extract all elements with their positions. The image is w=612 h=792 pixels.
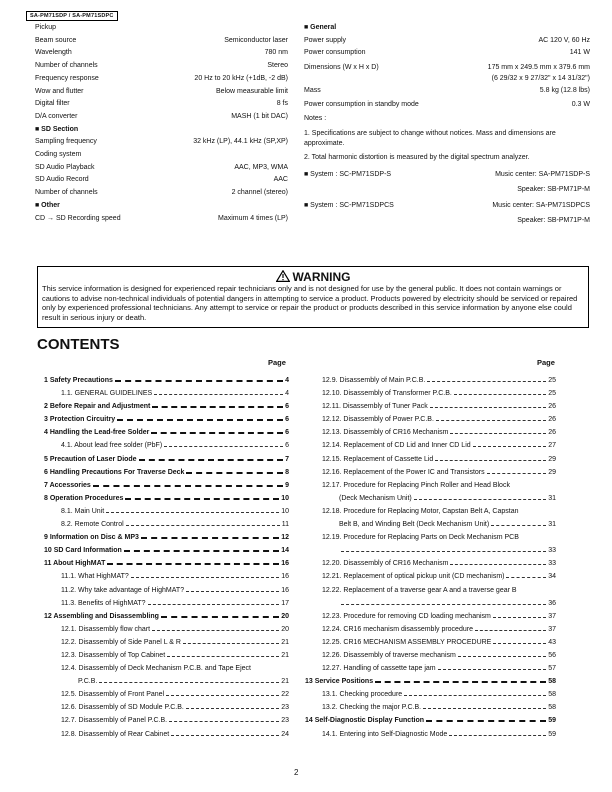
toc-entry-page: 16 <box>281 560 289 568</box>
toc-entry-title: 12.6. Disassembly of SD Module P.C.B. <box>61 704 184 712</box>
toc-entry-page: 22 <box>281 691 289 699</box>
spec-row: CD → SD Recording speed Maximum 4 times (LP) <box>35 214 288 222</box>
toc-entry[interactable] <box>305 675 556 688</box>
toc-entry[interactable] <box>305 505 556 518</box>
toc-entry-title: 12.4. Disassembly of Deck Mechanism P.C.B. and Tape Eject <box>61 665 251 673</box>
toc-leader <box>166 695 279 696</box>
toc-entry-title: 13.1. Checking procedure <box>322 691 403 699</box>
toc-leader <box>115 380 283 382</box>
toc-entry-title: 7 Accessories <box>44 481 91 489</box>
toc-entry-page: 21 <box>281 638 289 646</box>
toc-leader <box>454 394 546 395</box>
toc-entry-title: 12.10. Disassembly of Transformer P.C.B. <box>322 390 452 398</box>
toc-entry-title: 12.25. CR16 MECHANISM ASSEMBLY PROCEDURE <box>322 638 492 646</box>
warning-body: This service information is designed for experienced repair technicians only and is not designed for use by the general public. It does not contain warnings or cautions to advise non-technical individuals of potential dangers in attempting to service a product. Products powered by electricity should be serviced or repaired only by experienced professional technicians. Any attempt to service or repair the product or products described in this service information by anyone else could result in serious injury or death. <box>42 284 578 322</box>
toc-entry-title: 12 Assembling and Disassembling <box>44 612 159 620</box>
toc-entry[interactable] <box>44 387 289 400</box>
system-1-speaker: Speaker: SB-PM71P-M <box>517 186 590 194</box>
spec-dimensions: Dimensions (W x H x D) 175 mm x 249.5 mm x 379.6 mm <box>304 64 590 72</box>
toc-entry-title: 13 Service Positions <box>305 678 374 686</box>
toc-leader <box>414 499 546 500</box>
toc-entry-page: 16 <box>281 586 289 594</box>
toc-entry-page: 11 <box>281 521 289 529</box>
toc-entry-page: 21 <box>281 678 289 686</box>
toc-leader <box>493 617 546 618</box>
toc-entry-page: 33 <box>548 560 556 568</box>
toc-entry-title: 12.26. Disassembly of traverse mechanism <box>322 651 456 659</box>
warning-title: WARNING <box>42 270 584 284</box>
toc-entry[interactable] <box>305 439 556 452</box>
toc-entry-page: 20 <box>281 625 289 633</box>
toc-entry-title: 12.9. Disassembly of Main P.C.B. <box>322 377 426 384</box>
toc-entry-title: 12.11. Disassembly of Tuner Pack <box>322 403 428 411</box>
spec-row: SD Audio Playback AAC, MP3, WMA <box>35 163 288 171</box>
toc-entry[interactable] <box>44 413 289 426</box>
toc-entry[interactable] <box>305 649 556 662</box>
specs-left-column <box>35 22 288 225</box>
spec-power-supply: Power supply AC 120 V, 60 Hz <box>304 36 590 44</box>
toc-entry[interactable] <box>44 570 289 583</box>
toc-entry[interactable] <box>44 675 289 688</box>
toc-leader <box>139 459 284 461</box>
toc-entry[interactable] <box>44 584 289 597</box>
toc-entry-page: 31 <box>548 521 556 529</box>
toc-entry-page: 9 <box>285 481 289 489</box>
toc-entry-title: Belt B, and Winding Belt (Deck Mechanism Unit) <box>339 521 490 529</box>
toc-entry-page: 34 <box>548 573 556 581</box>
toc-entry[interactable] <box>305 544 556 557</box>
toc-leader <box>117 419 283 421</box>
toc-entry[interactable] <box>305 387 556 400</box>
toc-entry[interactable] <box>305 610 556 623</box>
toc-entry[interactable] <box>305 557 556 570</box>
toc-leader <box>426 720 546 722</box>
toc-entry-page: 23 <box>281 704 289 712</box>
toc-leader <box>169 721 279 722</box>
warning-triangle-icon <box>276 270 290 282</box>
toc-leader <box>152 630 279 631</box>
toc-entry[interactable] <box>44 544 289 557</box>
spec-row: Wow and flutter Below measurable limit <box>35 87 288 95</box>
toc-leader <box>450 564 546 565</box>
toc-entry-page: 36 <box>548 599 556 607</box>
toc-leader <box>341 551 546 552</box>
toc-entry-title: 2 Before Repair and Adjustment <box>44 403 151 411</box>
toc-entry-page: 10 <box>281 507 289 515</box>
toc-entry-title: 11 About HighMAT <box>44 560 106 568</box>
spec-row: Coding system <box>35 151 82 159</box>
toc-entry-page: 57 <box>548 665 556 673</box>
general-heading: ■ General <box>304 24 337 31</box>
toc-entry-title: 12.27. Handling of cassette tape jam <box>322 665 436 673</box>
toc-entry[interactable] <box>44 701 289 714</box>
toc-leader <box>183 643 279 644</box>
note-2: 2. Total harmonic distortion is measured by the digital spectrum analyzer. <box>304 154 530 162</box>
toc-entry-page: 24 <box>281 730 289 738</box>
toc-entry-page: 7 <box>285 455 289 463</box>
spec-power-consumption: Power consumption 141 W <box>304 49 590 57</box>
toc-leader <box>186 591 279 592</box>
toc-entry-page: 37 <box>548 625 556 633</box>
toc-entry-title: 12.7. Disassembly of Panel P.C.B. <box>61 717 168 725</box>
toc-entry-title: 14.1. Entering into Self-Diagnostic Mode <box>322 730 448 738</box>
toc-entry-page: 33 <box>548 547 556 555</box>
toc-entry[interactable] <box>44 623 289 636</box>
toc-leader <box>404 695 546 696</box>
toc-entry[interactable] <box>305 374 556 387</box>
toc-entry-title: (Deck Mechanism Unit) <box>339 494 412 502</box>
toc-entry-title: 9 Information on Disc & MP3 <box>44 534 139 542</box>
toc-entry-page: 23 <box>281 717 289 725</box>
toc-entry[interactable] <box>44 466 289 479</box>
toc-leader <box>423 708 546 709</box>
toc-leader <box>435 460 546 461</box>
toc-entry-title: 13.2. Checking the major P.C.B. <box>322 704 422 712</box>
toc-leader <box>493 643 546 644</box>
toc-entry-page: 16 <box>281 573 289 581</box>
toc-entry-title: 12.13. Disassembly of CR16 Mechanism <box>322 429 449 437</box>
toc-entry-page: 6 <box>285 416 289 424</box>
toc-entry-title: 6 Handling Precautions For Traverse Deck <box>44 468 185 476</box>
toc-entry[interactable] <box>44 636 289 649</box>
toc-entry-title: 8 Operation Procedures <box>44 494 124 502</box>
toc-entry-title: 14 Self-Diagnostic Display Function <box>305 717 425 725</box>
spec-section-heading: ■ SD Section <box>35 125 79 133</box>
toc-entry-page: 59 <box>548 717 556 725</box>
toc-entry-title: 12.23. Procedure for removing CD loading mechanism <box>322 612 491 620</box>
toc-entry[interactable] <box>44 453 289 466</box>
toc-entry-page: 27 <box>548 442 556 450</box>
toc-leader <box>506 577 546 578</box>
toc-entry-page: 29 <box>548 468 556 476</box>
toc-entry[interactable] <box>305 636 556 649</box>
toc-leader <box>164 446 283 447</box>
toc-entry-page: 12 <box>281 534 289 542</box>
page-number: 2 <box>294 768 299 777</box>
toc-entry-title: 12.18. Procedure for Replacing Motor, Capstan Belt A, Capstan <box>322 507 519 515</box>
toc-entry-title: 8.2. Remote Control <box>61 521 124 529</box>
toc-leader <box>430 407 547 408</box>
toc-entry-page: 58 <box>548 678 556 686</box>
toc-entry[interactable] <box>305 701 556 714</box>
model-tag: SA-PM71SDP / SA-PM71SDPC <box>26 11 118 21</box>
spec-mass: Mass 5.8 kg (12.8 lbs) <box>304 87 590 95</box>
toc-entry[interactable] <box>305 570 556 583</box>
spec-standby: Power consumption in standby mode 0.3 W <box>304 100 590 108</box>
toc-entry[interactable] <box>44 439 289 452</box>
notes-label: Notes : <box>304 115 327 123</box>
toc-entry-page: 6 <box>285 429 289 437</box>
toc-entry-page: 10 <box>281 494 289 502</box>
toc-entry[interactable] <box>44 400 289 413</box>
page-column-header-left: Page <box>268 358 286 367</box>
toc-leader <box>449 735 546 736</box>
toc-entry-title: 12.1. Disassembly flow chart <box>61 625 151 633</box>
toc-entry-page: 26 <box>548 403 556 411</box>
toc-entry-page: 59 <box>548 730 556 738</box>
toc-leader <box>93 485 283 487</box>
toc-entry[interactable] <box>305 400 556 413</box>
contents-title: CONTENTS <box>37 336 120 353</box>
toc-entry[interactable] <box>44 610 289 623</box>
toc-entry-page: 17 <box>281 599 289 607</box>
toc-leader <box>473 446 547 447</box>
toc-entry[interactable] <box>44 649 289 662</box>
toc-entry-page: 43 <box>548 638 556 646</box>
toc-leader <box>99 682 279 683</box>
toc-entry-title: 12.3. Disassembly of Top Cabinet <box>61 651 166 659</box>
toc-leader <box>375 681 546 683</box>
toc-leader <box>475 630 546 631</box>
toc-entry-title: 3 Protection Circuitry <box>44 416 116 424</box>
toc-entry-title: 11.2. Why take advantage of HighMAT? <box>61 586 185 594</box>
toc-leader <box>154 394 283 395</box>
toc-entry[interactable] <box>44 492 289 505</box>
system-2: ■ System : SC-PM71SDPCS Music center: SA-PM71SDPCS <box>304 202 590 210</box>
toc-entry[interactable] <box>305 466 556 479</box>
toc-entry[interactable] <box>305 453 556 466</box>
toc-entry-page: 29 <box>548 455 556 463</box>
toc-entry-title: 12.21. Replacement of optical pickup unit (CD mechanism) <box>322 573 505 581</box>
toc-entry[interactable] <box>44 531 289 544</box>
toc-entry-title: 12.24. CR16 mechanism disassembly procedure <box>322 625 473 633</box>
toc-leader <box>487 473 547 474</box>
toc-entry-title: 12.2. Disassembly of Side Panel L & R <box>61 638 181 646</box>
spec-row: Digital filter 8 fs <box>35 100 288 108</box>
spec-section-heading: ■ Other <box>35 201 60 209</box>
toc-entry-page: 25 <box>548 390 556 398</box>
toc-leader <box>125 498 279 500</box>
toc-entry-title: 11.3. Benefits of HighMAT? <box>61 599 146 607</box>
toc-entry[interactable] <box>44 728 289 741</box>
toc-left-column <box>44 374 289 741</box>
toc-entry[interactable] <box>44 426 289 439</box>
toc-entry[interactable] <box>44 479 289 492</box>
toc-entry-page: 4 <box>285 390 289 398</box>
toc-entry-title: 12.16. Replacement of the Power IC and Transistors <box>322 468 485 476</box>
toc-entry[interactable] <box>305 518 556 531</box>
toc-entry[interactable] <box>44 505 289 518</box>
toc-leader <box>131 577 279 578</box>
warning-box <box>37 266 589 328</box>
toc-leader <box>171 735 279 736</box>
toc-entry-page: 20 <box>281 612 289 620</box>
note-1: 1. Specifications are subject to change without notices. Mass and dimensions are approximate. <box>304 130 556 148</box>
toc-entry-page: 4 <box>285 377 289 384</box>
toc-leader <box>458 656 546 657</box>
toc-leader <box>126 525 280 526</box>
toc-entry[interactable] <box>44 518 289 531</box>
page-column-header-right: Page <box>537 358 555 367</box>
toc-leader <box>148 604 280 605</box>
system-2-speaker: Speaker: SB-PM71P-M <box>517 217 590 225</box>
toc-entry[interactable] <box>305 584 556 597</box>
toc-entry-title: 12.15. Replacement of Cassette Lid <box>322 455 434 463</box>
toc-entry-title: 12.22. Replacement of a traverse gear A and a traverse gear B <box>322 586 517 594</box>
toc-entry-page: 56 <box>548 651 556 659</box>
toc-entry-page: 37 <box>548 612 556 620</box>
spec-row: Number of channels Stereo <box>35 62 288 70</box>
toc-right-column <box>305 374 556 741</box>
toc-entry[interactable] <box>44 597 289 610</box>
toc-entry[interactable] <box>44 662 289 675</box>
spec-row: SD Audio Record AAC <box>35 176 288 184</box>
toc-leader <box>186 708 279 709</box>
toc-entry[interactable] <box>305 426 556 439</box>
spec-row: Pickup <box>35 24 57 31</box>
specs-right-column <box>304 22 590 228</box>
toc-entry-title: 12.14. Replacement of CD Lid and Inner CD Lid <box>322 442 471 450</box>
toc-leader <box>106 512 279 513</box>
toc-entry-title: 12.17. Procedure for Replacing Pinch Roller and Head Block <box>322 481 510 489</box>
toc-entry-title: 4.1. About lead free solder (PbF) <box>61 442 163 450</box>
toc-entry-title: 4 Handling the Lead-free Solder <box>44 429 150 437</box>
spec-row: Sampling frequency 32 kHz (LP), 44.1 kHz (SP,XP) <box>35 138 288 146</box>
toc-entry-page: 21 <box>281 651 289 659</box>
toc-leader <box>186 472 283 474</box>
toc-entry[interactable] <box>305 492 556 505</box>
system-1: ■ System : SC-PM71SDP-S Music center: SA-PM71SDP-S <box>304 171 590 179</box>
toc-leader <box>436 420 546 421</box>
toc-entry-page: 58 <box>548 704 556 712</box>
toc-entry[interactable] <box>305 714 556 727</box>
toc-leader <box>141 537 279 539</box>
toc-entry[interactable] <box>305 662 556 675</box>
toc-entry-page: 14 <box>281 547 289 555</box>
spec-dimensions-inches: (6 29/32 x 9 27/32" x 14 31/32") <box>491 75 590 83</box>
toc-entry[interactable] <box>305 688 556 701</box>
toc-leader <box>152 406 283 408</box>
toc-entry-title: 12.5. Disassembly of Front Panel <box>61 691 165 699</box>
toc-leader <box>438 669 547 670</box>
toc-entry[interactable] <box>305 413 556 426</box>
toc-entry-page: 8 <box>285 468 289 476</box>
spec-row: Wavelength 780 nm <box>35 49 288 57</box>
toc-leader <box>161 616 279 618</box>
toc-entry[interactable] <box>305 479 556 492</box>
toc-leader <box>341 604 546 605</box>
toc-entry-page: 6 <box>285 403 289 411</box>
toc-entry-page: 31 <box>548 494 556 502</box>
spec-row: Beam source Semiconductor laser <box>35 36 288 44</box>
toc-entry[interactable] <box>305 623 556 636</box>
toc-entry-page: 58 <box>548 691 556 699</box>
toc-leader <box>167 656 279 657</box>
toc-entry-page: 26 <box>548 416 556 424</box>
toc-entry-title: 11.1. What HighMAT? <box>61 573 129 581</box>
toc-leader <box>151 432 283 434</box>
toc-entry-title: 5 Precaution of Laser Diode <box>44 455 137 463</box>
toc-entry[interactable] <box>305 597 556 610</box>
toc-entry-title: 12.19. Procedure for Replacing Parts on Deck Mechanism PCB <box>322 534 519 542</box>
toc-entry-title: 12.12. Disassembly of Power P.C.B. <box>322 416 434 424</box>
toc-leader <box>124 550 279 552</box>
toc-entry-title: 12.8. Disassembly of Rear Cabinet <box>61 730 170 738</box>
toc-entry-page: 25 <box>548 377 556 384</box>
toc-entry-page: 26 <box>548 429 556 437</box>
toc-entry-title: 1.1. GENERAL GUIDELINES <box>61 390 153 398</box>
spec-row: Number of channels 2 channel (stereo) <box>35 189 288 197</box>
toc-entry-title: 8.1. Main Unit <box>61 507 105 515</box>
spec-row: Frequency response 20 Hz to 20 kHz (+1dB, -2 dB) <box>35 74 288 82</box>
toc-entry[interactable] <box>44 688 289 701</box>
toc-entry[interactable] <box>305 531 556 544</box>
toc-entry[interactable] <box>44 557 289 570</box>
toc-entry-page: 6 <box>285 442 289 450</box>
toc-leader <box>491 525 546 526</box>
toc-entry-title: 1 Safety Precautions <box>44 377 113 384</box>
toc-entry[interactable] <box>44 374 289 387</box>
toc-leader <box>427 381 546 382</box>
toc-entry-title: P.C.B. <box>78 678 98 686</box>
toc-entry-title: 10 SD Card Information <box>44 547 122 555</box>
toc-leader <box>450 433 546 434</box>
toc-entry[interactable] <box>305 728 556 741</box>
spec-row: D/A converter MASH (1 bit DAC) <box>35 112 288 120</box>
toc-entry-title: 12.20. Disassembly of CR16 Mechanism <box>322 560 449 568</box>
toc-entry[interactable] <box>44 714 289 727</box>
toc-leader <box>107 563 279 565</box>
